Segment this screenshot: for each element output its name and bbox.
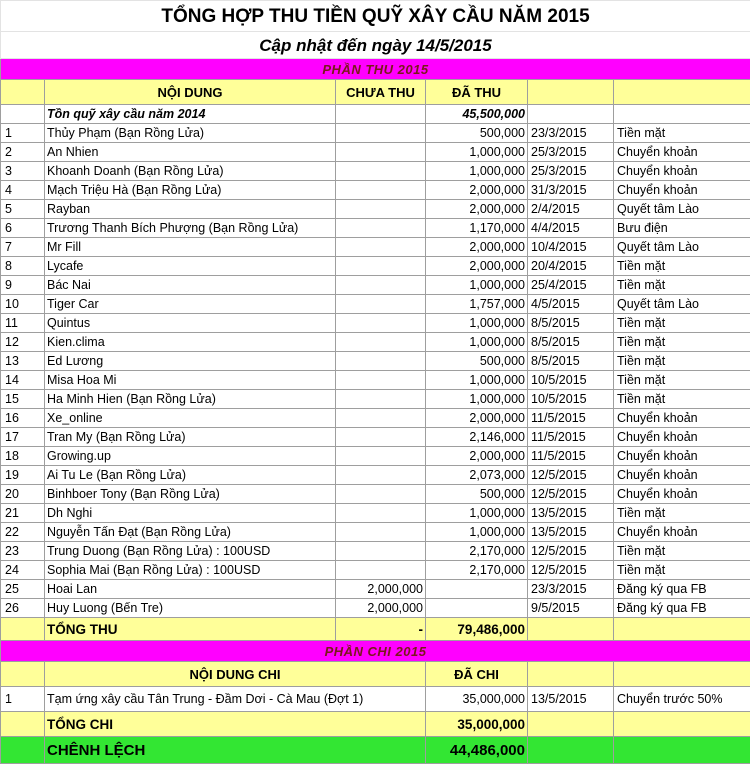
income-row-paid: 500,000 xyxy=(426,352,528,371)
income-row-paid: 1,000,000 xyxy=(426,143,528,162)
income-row-method: Đăng ký qua FB xyxy=(614,580,750,599)
income-row-paid: 2,000,000 xyxy=(426,238,528,257)
income-row-date: 31/3/2015 xyxy=(528,181,614,200)
income-row-date: 8/5/2015 xyxy=(528,352,614,371)
income-row-no: 14 xyxy=(1,371,45,390)
income-row-no: 15 xyxy=(1,390,45,409)
income-row-unpaid xyxy=(336,219,426,238)
income-row xyxy=(1,257,750,276)
income-row-name: Trương Thanh Bích Phượng (Bạn Rồng Lửa) xyxy=(45,219,336,238)
income-row-unpaid xyxy=(336,124,426,143)
income-row-date: 12/5/2015 xyxy=(528,485,614,504)
income-row-unpaid xyxy=(336,200,426,219)
expense-section-label: PHẦN CHI 2015 xyxy=(1,641,750,662)
income-row-unpaid xyxy=(336,447,426,466)
income-row xyxy=(1,561,750,580)
income-row-date: 13/5/2015 xyxy=(528,504,614,523)
income-row-date: 23/3/2015 xyxy=(528,580,614,599)
income-row-method: Tiền mặt xyxy=(614,542,750,561)
income-row-name: Misa Hoa Mi xyxy=(45,371,336,390)
balance-row xyxy=(1,737,750,764)
title-row xyxy=(1,1,750,32)
income-total-unpaid: - xyxy=(336,618,426,641)
income-row-no: 4 xyxy=(1,181,45,200)
income-row-method: Chuyển khoản xyxy=(614,428,750,447)
carryover-row xyxy=(1,105,750,124)
balance-amount: 44,486,000 xyxy=(426,737,528,764)
income-row-name: Bác Nai xyxy=(45,276,336,295)
income-row-no: 20 xyxy=(1,485,45,504)
income-row-method: Quyết tâm Lào xyxy=(614,238,750,257)
expense-total-no-cell xyxy=(1,712,45,737)
income-row-no: 8 xyxy=(1,257,45,276)
income-row-method: Tiền mặt xyxy=(614,390,750,409)
expense-total-date-cell xyxy=(528,712,614,737)
income-row-no: 7 xyxy=(1,238,45,257)
income-row xyxy=(1,485,750,504)
income-row-unpaid xyxy=(336,295,426,314)
income-row-unpaid: 2,000,000 xyxy=(336,580,426,599)
income-row-paid xyxy=(426,599,528,618)
income-row-name: Dh Nghi xyxy=(45,504,336,523)
income-row-paid: 2,073,000 xyxy=(426,466,528,485)
income-total-method-cell xyxy=(614,618,750,641)
income-row-date: 20/4/2015 xyxy=(528,257,614,276)
income-row-date: 8/5/2015 xyxy=(528,314,614,333)
carryover-label: Tồn quỹ xây cầu năm 2014 xyxy=(45,105,336,124)
income-row-unpaid xyxy=(336,181,426,200)
income-row-date: 4/5/2015 xyxy=(528,295,614,314)
expense-header-date-cell xyxy=(528,662,614,687)
income-row-unpaid xyxy=(336,504,426,523)
income-row-no: 21 xyxy=(1,504,45,523)
income-row-method: Tiền mặt xyxy=(614,124,750,143)
income-row-method: Tiền mặt xyxy=(614,333,750,352)
income-row-name: Ha Minh Hien (Bạn Rồng Lửa) xyxy=(45,390,336,409)
income-row-date: 12/5/2015 xyxy=(528,542,614,561)
income-row xyxy=(1,504,750,523)
income-row xyxy=(1,447,750,466)
income-row-name: Quintus xyxy=(45,314,336,333)
income-row-method: Tiền mặt xyxy=(614,276,750,295)
income-row-name: Mạch Triệu Hà (Bạn Rồng Lửa) xyxy=(45,181,336,200)
income-row xyxy=(1,428,750,447)
income-row-paid: 2,170,000 xyxy=(426,542,528,561)
income-row-name: Kien.clima xyxy=(45,333,336,352)
carryover-unpaid-cell xyxy=(336,105,426,124)
income-row xyxy=(1,143,750,162)
income-row-unpaid xyxy=(336,466,426,485)
expense-total-spent: 35,000,000 xyxy=(426,712,528,737)
subtitle-row xyxy=(1,32,750,59)
income-row-date: 11/5/2015 xyxy=(528,447,614,466)
income-row xyxy=(1,466,750,485)
income-row-no: 11 xyxy=(1,314,45,333)
income-row-date: 10/5/2015 xyxy=(528,371,614,390)
income-row-paid xyxy=(426,580,528,599)
income-row-date: 25/4/2015 xyxy=(528,276,614,295)
income-row-unpaid xyxy=(336,523,426,542)
income-total-date-cell xyxy=(528,618,614,641)
income-row-date: 9/5/2015 xyxy=(528,599,614,618)
income-row xyxy=(1,219,750,238)
income-row-paid: 1,000,000 xyxy=(426,523,528,542)
income-row-no: 12 xyxy=(1,333,45,352)
income-row xyxy=(1,599,750,618)
income-row-date: 11/5/2015 xyxy=(528,428,614,447)
income-row-no: 18 xyxy=(1,447,45,466)
income-row xyxy=(1,181,750,200)
income-row-unpaid xyxy=(336,162,426,181)
header-date-cell xyxy=(528,80,614,105)
expense-header-method-cell xyxy=(614,662,750,687)
income-row-date: 25/3/2015 xyxy=(528,143,614,162)
income-row-paid: 1,000,000 xyxy=(426,390,528,409)
income-row xyxy=(1,542,750,561)
income-row-no: 3 xyxy=(1,162,45,181)
expense-row-no: 1 xyxy=(1,687,45,712)
income-row-unpaid xyxy=(336,542,426,561)
header-no-cell xyxy=(1,80,45,105)
income-row-unpaid xyxy=(336,143,426,162)
income-row-paid: 2,000,000 xyxy=(426,181,528,200)
income-row-method: Quyết tâm Lào xyxy=(614,200,750,219)
income-row-name: Tran My (Bạn Rồng Lửa) xyxy=(45,428,336,447)
expense-total-label: TỔNG CHI xyxy=(45,712,426,737)
income-row xyxy=(1,162,750,181)
income-row-name: Growing.up xyxy=(45,447,336,466)
income-row-no: 25 xyxy=(1,580,45,599)
header-method-cell xyxy=(614,80,750,105)
income-row-unpaid xyxy=(336,390,426,409)
income-row-paid: 2,170,000 xyxy=(426,561,528,580)
income-row-no: 23 xyxy=(1,542,45,561)
income-row xyxy=(1,523,750,542)
income-row-paid: 2,000,000 xyxy=(426,447,528,466)
income-row-date: 10/4/2015 xyxy=(528,238,614,257)
income-row-unpaid xyxy=(336,561,426,580)
income-row xyxy=(1,333,750,352)
income-total-label: TỔNG THU xyxy=(45,618,336,641)
income-row-unpaid xyxy=(336,352,426,371)
expense-total-method-cell xyxy=(614,712,750,737)
income-row-unpaid xyxy=(336,485,426,504)
income-row-method: Tiền mặt xyxy=(614,371,750,390)
income-row-method: Đăng ký qua FB xyxy=(614,599,750,618)
income-row-name: Ed Lương xyxy=(45,352,336,371)
income-row-name: Tiger Car xyxy=(45,295,336,314)
carryover-no-cell xyxy=(1,105,45,124)
income-row-unpaid xyxy=(336,428,426,447)
expense-row xyxy=(1,687,750,712)
income-row-method: Chuyển khoản xyxy=(614,181,750,200)
income-total-paid: 79,486,000 xyxy=(426,618,528,641)
income-row-date: 12/5/2015 xyxy=(528,561,614,580)
balance-date-cell xyxy=(528,737,614,764)
sheet-title: TỔNG HỢP THU TIỀN QUỸ XÂY CẦU NĂM 2015 xyxy=(1,1,750,32)
expense-row-date: 13/5/2015 xyxy=(528,687,614,712)
income-row-name: Thủy Phạm (Bạn Rồng Lửa) xyxy=(45,124,336,143)
income-row-name: Binhboer Tony (Bạn Rồng Lửa) xyxy=(45,485,336,504)
income-row-no: 1 xyxy=(1,124,45,143)
balance-no-cell xyxy=(1,737,45,764)
header-unpaid: CHƯA THU xyxy=(336,80,426,105)
income-row-method: Tiền mặt xyxy=(614,504,750,523)
income-row-date: 23/3/2015 xyxy=(528,124,614,143)
income-row-unpaid xyxy=(336,276,426,295)
income-row-method: Chuyển khoản xyxy=(614,162,750,181)
income-section-label: PHẦN THU 2015 xyxy=(1,59,750,80)
income-row-method: Tiền mặt xyxy=(614,352,750,371)
income-row-name: Sophia Mai (Bạn Rồng Lửa) : 100USD xyxy=(45,561,336,580)
carryover-amount: 45,500,000 xyxy=(426,105,528,124)
income-row xyxy=(1,295,750,314)
income-row-paid: 2,000,000 xyxy=(426,409,528,428)
expense-header-row xyxy=(1,662,750,687)
income-row-paid: 1,000,000 xyxy=(426,371,528,390)
income-row-method: Tiền mặt xyxy=(614,257,750,276)
income-row-method: Chuyển khoản xyxy=(614,143,750,162)
income-row-no: 17 xyxy=(1,428,45,447)
sheet-body xyxy=(1,1,750,764)
expense-header-content: NỘI DUNG CHI xyxy=(45,662,426,687)
balance-method-cell xyxy=(614,737,750,764)
income-row-paid: 1,000,000 xyxy=(426,333,528,352)
income-row-method: Chuyển khoản xyxy=(614,523,750,542)
income-row-no: 10 xyxy=(1,295,45,314)
income-row-unpaid xyxy=(336,333,426,352)
income-row-paid: 500,000 xyxy=(426,485,528,504)
income-row-paid: 1,000,000 xyxy=(426,504,528,523)
income-row-unpaid xyxy=(336,409,426,428)
income-row xyxy=(1,238,750,257)
income-row-method: Chuyển khoản xyxy=(614,447,750,466)
income-row-method: Chuyển khoản xyxy=(614,409,750,428)
income-row xyxy=(1,580,750,599)
expense-header-no-cell xyxy=(1,662,45,687)
income-row-no: 24 xyxy=(1,561,45,580)
income-row-date: 2/4/2015 xyxy=(528,200,614,219)
income-row-paid: 1,757,000 xyxy=(426,295,528,314)
income-row-date: 10/5/2015 xyxy=(528,390,614,409)
income-row-paid: 1,000,000 xyxy=(426,162,528,181)
expense-header-spent: ĐÃ CHI xyxy=(426,662,528,687)
income-row xyxy=(1,124,750,143)
income-row-name: Huy Luong (Bến Tre) xyxy=(45,599,336,618)
expense-section-band xyxy=(1,641,750,662)
income-row-method: Bưu điện xyxy=(614,219,750,238)
income-row-no: 22 xyxy=(1,523,45,542)
income-row-name: Khoanh Doanh (Bạn Rồng Lửa) xyxy=(45,162,336,181)
income-row-method: Chuyển khoản xyxy=(614,466,750,485)
income-total-no-cell xyxy=(1,618,45,641)
income-row-date: 12/5/2015 xyxy=(528,466,614,485)
expense-row-method: Chuyển trước 50% xyxy=(614,687,750,712)
income-row-paid: 500,000 xyxy=(426,124,528,143)
income-row-paid: 2,146,000 xyxy=(426,428,528,447)
income-row-date: 25/3/2015 xyxy=(528,162,614,181)
income-row-name: Ai Tu Le (Bạn Rồng Lửa) xyxy=(45,466,336,485)
income-row xyxy=(1,200,750,219)
income-row-name: Rayban xyxy=(45,200,336,219)
income-row-no: 26 xyxy=(1,599,45,618)
income-row xyxy=(1,276,750,295)
income-row-paid: 2,000,000 xyxy=(426,257,528,276)
income-row-method: Tiền mặt xyxy=(614,314,750,333)
income-row-no: 13 xyxy=(1,352,45,371)
income-row-no: 5 xyxy=(1,200,45,219)
income-row-method: Quyết tâm Lào xyxy=(614,295,750,314)
income-row-method: Chuyển khoản xyxy=(614,485,750,504)
income-row-unpaid xyxy=(336,257,426,276)
income-row-name: Mr Fill xyxy=(45,238,336,257)
income-row-no: 9 xyxy=(1,276,45,295)
income-header-row xyxy=(1,80,750,105)
income-row-name: Hoai Lan xyxy=(45,580,336,599)
income-row-paid: 2,000,000 xyxy=(426,200,528,219)
income-row xyxy=(1,409,750,428)
income-row-date: 8/5/2015 xyxy=(528,333,614,352)
income-row xyxy=(1,390,750,409)
income-row-no: 2 xyxy=(1,143,45,162)
income-row-paid: 1,000,000 xyxy=(426,276,528,295)
income-row-paid: 1,170,000 xyxy=(426,219,528,238)
income-row xyxy=(1,352,750,371)
income-row-name: Lycafe xyxy=(45,257,336,276)
income-row-unpaid xyxy=(336,371,426,390)
header-paid: ĐÃ THU xyxy=(426,80,528,105)
income-row-no: 6 xyxy=(1,219,45,238)
income-row-unpaid xyxy=(336,314,426,333)
income-section-band xyxy=(1,59,750,80)
balance-label: CHÊNH LỆCH xyxy=(45,737,426,764)
expense-total-row xyxy=(1,712,750,737)
income-row-name: Xe_online xyxy=(45,409,336,428)
income-row-paid: 1,000,000 xyxy=(426,314,528,333)
carryover-date-cell xyxy=(528,105,614,124)
income-row-date: 13/5/2015 xyxy=(528,523,614,542)
income-total-row xyxy=(1,618,750,641)
income-row-name: Nguyễn Tấn Đạt (Bạn Rồng Lửa) xyxy=(45,523,336,542)
income-row-date: 4/4/2015 xyxy=(528,219,614,238)
income-row-unpaid xyxy=(336,238,426,257)
income-row-name: An Nhien xyxy=(45,143,336,162)
carryover-method-cell xyxy=(614,105,750,124)
header-content: NỘI DUNG xyxy=(45,80,336,105)
expense-row-name: Tạm ứng xây cầu Tân Trung - Đầm Dơi - Cà Mau (Đợt 1) xyxy=(45,687,426,712)
income-row-unpaid: 2,000,000 xyxy=(336,599,426,618)
income-row-date: 11/5/2015 xyxy=(528,409,614,428)
income-row xyxy=(1,314,750,333)
expense-row-spent: 35,000,000 xyxy=(426,687,528,712)
income-row-no: 19 xyxy=(1,466,45,485)
income-row-name: Trung Duong (Bạn Rồng Lửa) : 100USD xyxy=(45,542,336,561)
income-row xyxy=(1,371,750,390)
income-row-no: 16 xyxy=(1,409,45,428)
income-row-method: Tiền mặt xyxy=(614,561,750,580)
sheet-subtitle: Cập nhật đến ngày 14/5/2015 xyxy=(1,32,750,59)
